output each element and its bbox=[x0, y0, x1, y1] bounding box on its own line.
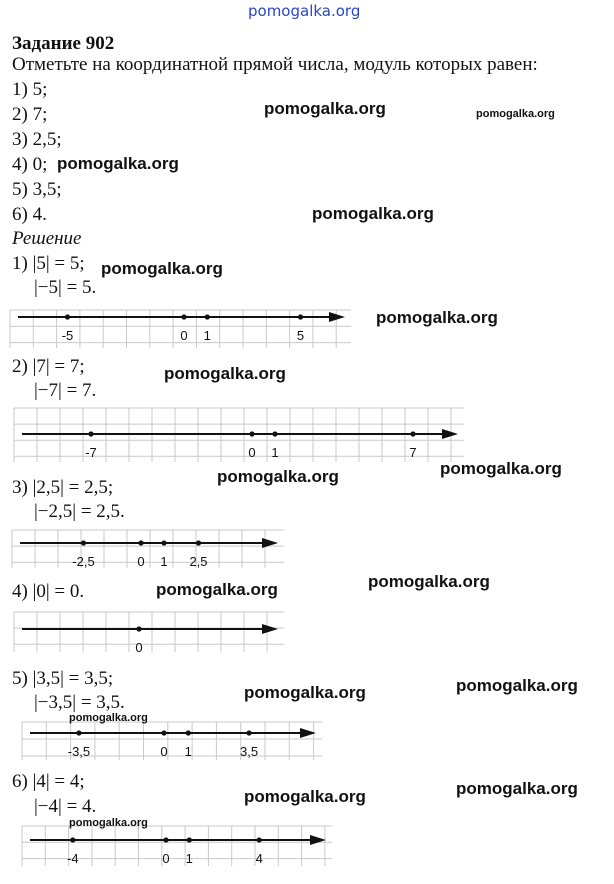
watermark: pomogalka.org bbox=[69, 817, 148, 829]
tick-label: 0 bbox=[160, 744, 168, 759]
tick-label: 1 bbox=[160, 554, 168, 569]
watermark: pomogalka.org bbox=[368, 572, 490, 591]
watermark: pomogalka.org bbox=[264, 99, 386, 118]
site-header[interactable]: pomogalka.org bbox=[248, 2, 361, 20]
task-item: 2) 7; bbox=[12, 104, 48, 125]
tick-label: 1 bbox=[185, 851, 193, 866]
axis-arrow bbox=[310, 835, 326, 845]
watermark: pomogalka.org bbox=[244, 787, 366, 806]
task-title: Задание 902 bbox=[12, 33, 115, 54]
task-item: 6) 4. bbox=[12, 204, 47, 225]
tick-label: 4 bbox=[255, 851, 263, 866]
watermark: pomogalka.org bbox=[57, 154, 179, 173]
watermark: pomogalka.org bbox=[69, 712, 148, 724]
watermark: pomogalka.org bbox=[217, 467, 339, 486]
tick-label: 7 bbox=[409, 445, 417, 460]
point-mark bbox=[163, 837, 168, 842]
watermark: pomogalka.org bbox=[456, 676, 578, 695]
watermark: pomogalka.org bbox=[164, 364, 286, 383]
tick-label: 0 bbox=[248, 445, 256, 460]
watermark: pomogalka.org bbox=[156, 580, 278, 599]
tick-label: 1 bbox=[203, 328, 211, 343]
tick-label: 3,5 bbox=[240, 744, 259, 759]
watermark: pomogalka.org bbox=[440, 459, 562, 478]
tick-label: 0 bbox=[137, 554, 145, 569]
solution-label: Решение bbox=[12, 228, 82, 249]
watermark: pomogalka.org bbox=[476, 108, 555, 120]
watermark: pomogalka.org bbox=[376, 308, 498, 327]
solution-line: |−7| = 7. bbox=[34, 380, 97, 401]
solution-line: 3) |2,5| = 2,5; bbox=[12, 477, 114, 498]
solution-line: 6) |4| = 4; bbox=[12, 771, 85, 792]
tick-label: -4 bbox=[67, 851, 79, 866]
task-item: 1) 5; bbox=[12, 79, 48, 100]
tick-label: -2,5 bbox=[72, 554, 95, 569]
task-item: 3) 2,5; bbox=[12, 129, 62, 150]
solution-line: 5) |3,5| = 3,5; bbox=[12, 668, 114, 689]
watermark: pomogalka.org bbox=[244, 683, 366, 702]
point-mark bbox=[70, 837, 75, 842]
tick-label: 1 bbox=[271, 445, 279, 460]
solution-line: 1) |5| = 5; bbox=[12, 253, 85, 274]
task-item: 4) 0; bbox=[12, 154, 48, 175]
watermark: pomogalka.org bbox=[456, 779, 578, 798]
tick-label: -3,5 bbox=[67, 744, 91, 759]
solution-line: |−4| = 4. bbox=[34, 796, 97, 817]
tick-label: 0 bbox=[162, 851, 170, 866]
tick-label: 0 bbox=[135, 640, 143, 655]
point-mark bbox=[257, 837, 262, 842]
task-prompt: Отметьте на координатной прямой числа, модуль которых равен: bbox=[12, 54, 538, 75]
tick-label: 5 bbox=[296, 328, 305, 343]
solution-line: 2) |7| = 7; bbox=[12, 356, 85, 377]
solution-line: |−2,5| = 2,5. bbox=[34, 501, 125, 522]
tick-label: 2,5 bbox=[189, 554, 208, 569]
task-item: 5) 3,5; bbox=[12, 179, 62, 200]
solution-line: |−3,5| = 3,5. bbox=[34, 692, 125, 713]
watermark: pomogalka.org bbox=[101, 259, 223, 278]
tick-label: 1 bbox=[184, 744, 192, 759]
tick-label: -5 bbox=[61, 328, 74, 343]
solution-line: |−5| = 5. bbox=[34, 277, 97, 298]
tick-label: -7 bbox=[85, 445, 97, 460]
watermark: pomogalka.org bbox=[312, 204, 434, 223]
point-mark bbox=[187, 837, 192, 842]
tick-label: 0 bbox=[180, 328, 188, 343]
solution-line: 4) |0| = 0. bbox=[12, 581, 85, 602]
